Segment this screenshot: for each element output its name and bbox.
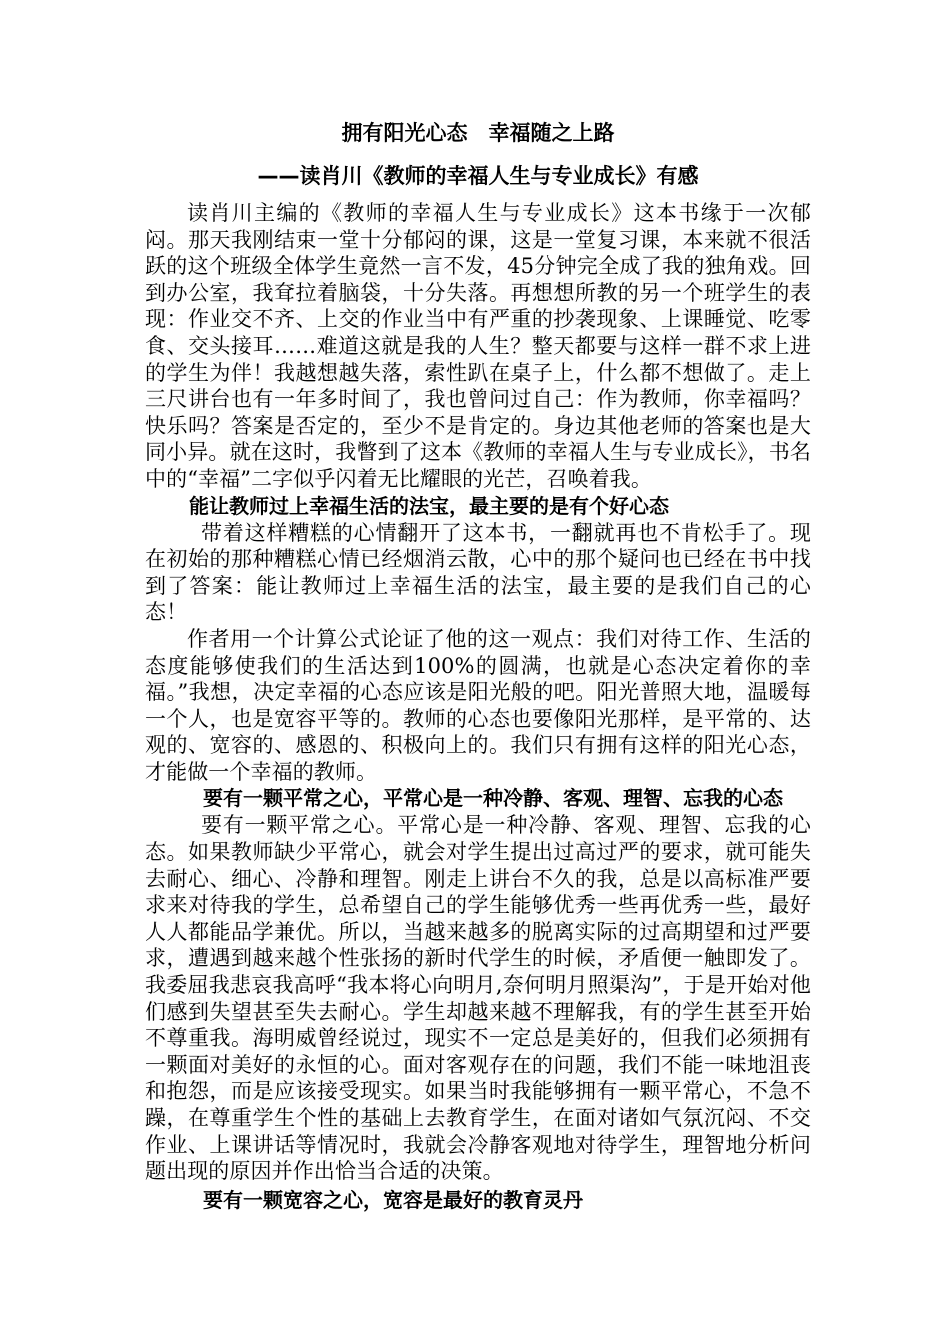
document-subtitle: ——读肖川《教师的幸福人生与专业成长》有感 [257,164,699,188]
paragraph-3: 作者用一个计算公式论证了他的这一观点：我们对待工作、生活的态度能够使我们的生活达到100%的圆满，也就是心态决定着你的幸福。”我想，决定幸福的心态应该是阳光般的吧。阳光普照大地，温暖每一个人，也是宽容平等的。教师的心态也要像阳光那样，是平常的、达观的、宽容的、感恩的、积极向上的。我们只有拥有这样的阳光心态，才能做一个幸福的教师。 [145,626,811,784]
document-page [145,118,811,1214]
document-title: 拥有阳光心态 幸福随之上路 [341,121,615,145]
section-heading-1: 能让教师过上幸福生活的法宝，最主要的是有个好心态 [189,493,669,518]
section-heading-2: 要有一颗平常之心，平常心是一种冷静、客观、理智、忘我的心态 [203,786,783,811]
paragraph-4: 要有一颗平常之心。平常心是一种冷静、客观、理智、忘我的心态。如果教师缺少平常心，就会对学生提出过高过严的要求，就可能失去耐心、细心、冷静和理智。刚走上讲台不久的我，总是以高标准严要求来对待我的学生，总希望自己的学生能够优秀一些再优秀一些，最好人人都能品学兼优。所以，当越来越多的脱离实际的过高期望和过严要求，遭遇到越来越个性张扬的新时代学生的时候，矛盾便一触即发了。我委屈我悲哀我高呼“我本将心向明月,奈何明月照渠沟”，于是开始对他们感到失望甚至失去耐心。学生却越来越不理解我，有的学生甚至开始不尊重我。海明威曾经说过，现实不一定总是美好的，但我们必须拥有一颗面对美好的永恒的心。面对客观存在的问题，我们不能一味地沮丧和抱怨，而是应该接受现实。如果当时我能够拥有一颗平常心，不急不躁，在尊重学生个性的基础上去教育学生，在面对诸如气氛沉闷、不交作业、上课讲话等情况时，我就会冷静客观地对待学生，理智地分析问题出现的原因并作出恰当合适的决策。 [145,813,811,1184]
paragraph-1: 读肖川主编的《教师的幸福人生与专业成长》这本书缘于一次郁闷。那天我刚结束一堂十分郁闷的课，这是一堂复习课，本来就不很活跃的这个班级全体学生竟然一言不发，45分钟完全成了我的独角戏。回到办公室，我耷拉着脑袋，十分失落。再想想所教的另一个班学生的表现：作业交不齐、上交的作业当中有严重的抄袭现象、上课睡觉、吃零食、交头接耳……难道这就是我的人生？整天都要与这样一群不求上进的学生为伴！我越想越失落，索性趴在桌子上，什么都不想做了。走上三尺讲台也有一年多时间了，我也曾问过自己：作为教师，你幸福吗？快乐吗？答案是否定的，至少不是肯定的。身边其他老师的答案也是大同小异。就在这时，我瞥到了这本《教师的幸福人生与专业成长》，书名中的“幸福”二字似乎闪着无比耀眼的光芒，召唤着我。 [145,201,811,491]
paragraph-2: 带着这样糟糕的心情翻开了这本书，一翻就再也不肯松手了。现在初始的那种糟糕心情已经烟消云散，心中的那个疑问也已经在书中找到了答案：能让教师过上幸福生活的法宝，最主要的是我们自己的心态！ [145,520,811,625]
section-heading-3: 要有一颗宽容之心，宽容是最好的教育灵丹 [203,1187,583,1212]
